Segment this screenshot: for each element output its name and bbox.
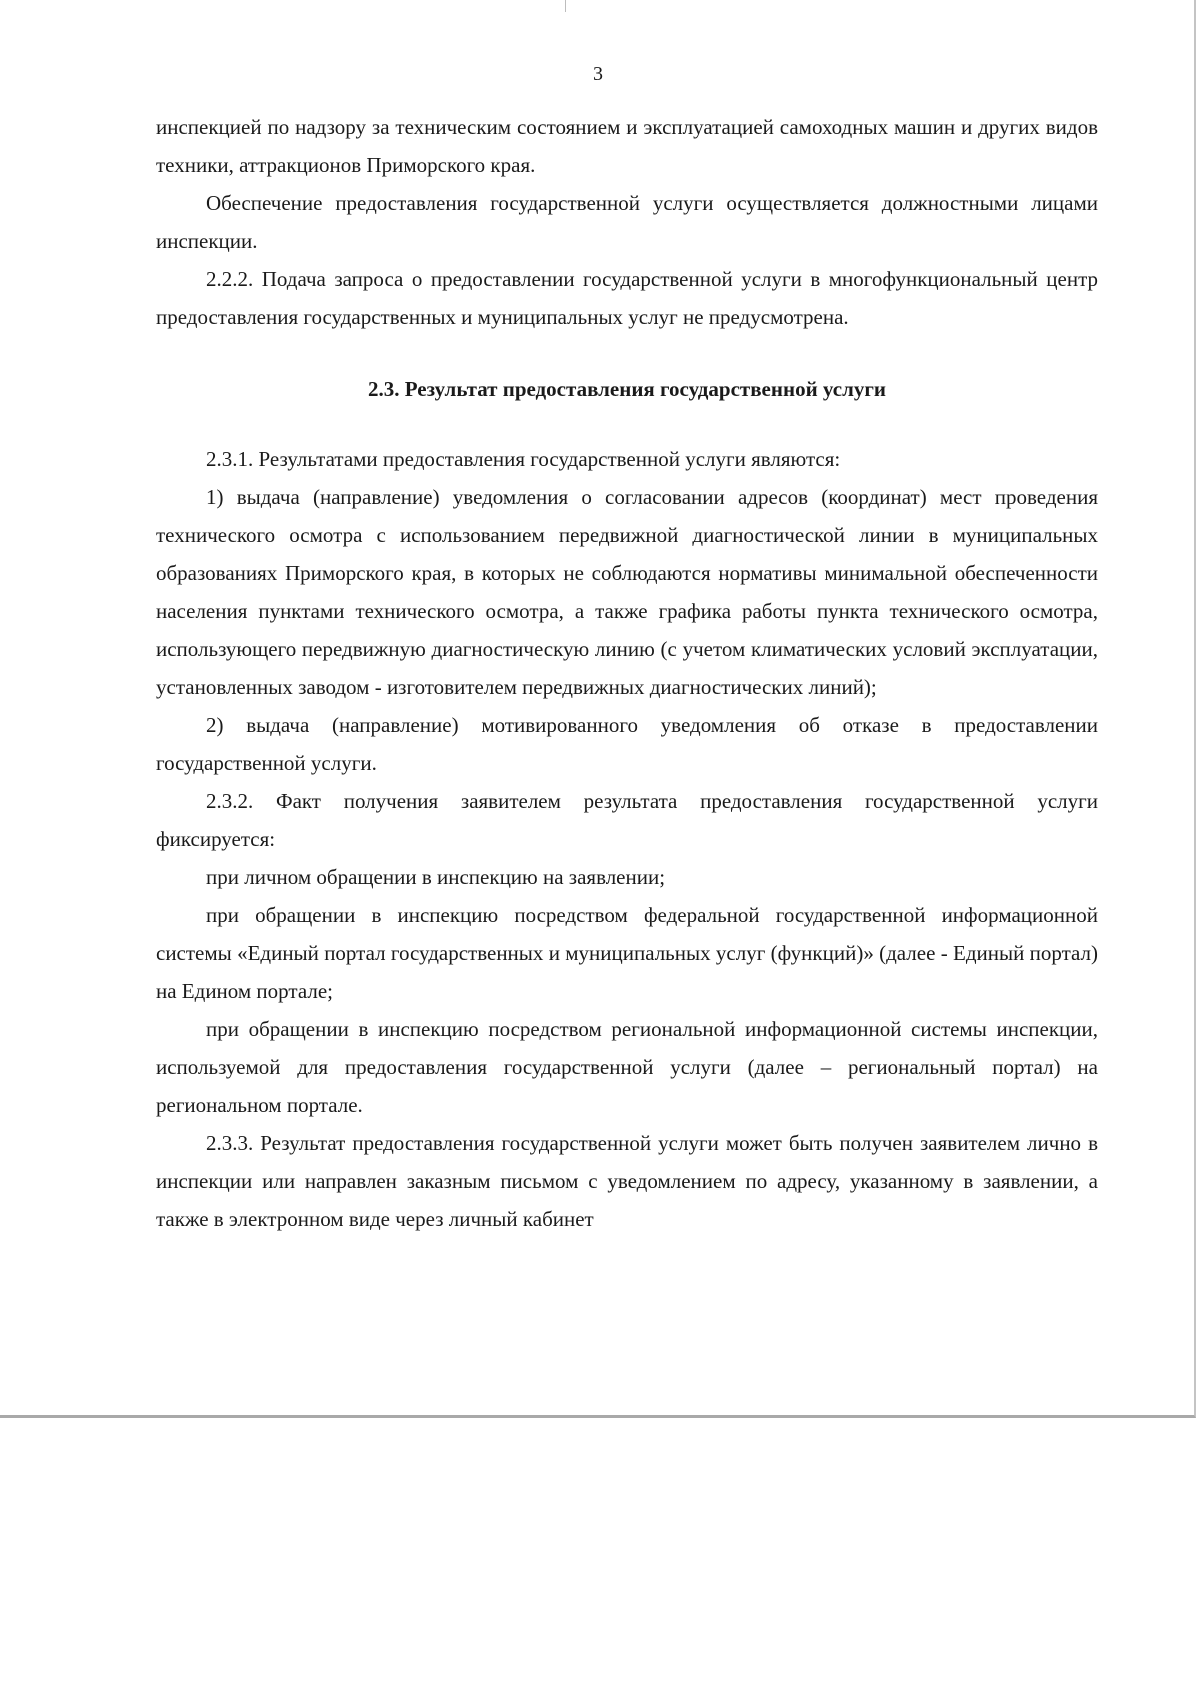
scan-mark	[565, 0, 566, 12]
paragraph-continuation: инспекцией по надзору за техническим состоянием и эксплуатацией самоходных машин и других видов техники, аттракционов Приморского края.	[156, 115, 1098, 177]
paragraph-personal-request: при личном обращении в инспекцию на заявлении;	[206, 865, 666, 889]
page-number: 3	[593, 63, 603, 85]
list-item-1: 1) выдача (направление) уведомления о согласовании адресов (координат) мест проведения технического осмотра с использованием передвижной диагностической линии в муниципальных образованиях Приморского края, в которых не соблюдаются нормативы минимальной обеспеченности населения пунктами технического осмотра, а также графика работы пункта технического осмотра, использующего передвижную диагностическую линию (с учетом климатических условий эксплуатации, установленных заводом - изготовителем передвижных диагностических линий);	[156, 485, 1098, 699]
list-item-2: 2) выдача (направление) мотивированного уведомления об отказе в предоставлении государственной услуги.	[156, 713, 1098, 775]
document-body	[156, 108, 1098, 1238]
paragraph-2-3-1: 2.3.1. Результатами предоставления государственной услуги являются:	[206, 447, 841, 471]
paragraph-federal-portal: при обращении в инспекцию посредством федеральной государственной информационной системы «Единый портал государственных и муниципальных услуг (функций)» (далее - Единый портал) на Едином портале;	[156, 903, 1098, 1003]
paragraph-2-2-2: 2.2.2. Подача запроса о предоставлении государственной услуги в многофункциональный центр предоставления государственных и муниципальных услуг не предусмотрена.	[156, 267, 1098, 329]
section-heading-2-3: 2.3. Результат предоставления государственной услуги	[367, 377, 887, 401]
paragraph-regional-portal: при обращении в инспекцию посредством региональной информационной системы инспекции, используемой для предоставления государственной услуги (далее – региональный портал) на региональном портале.	[156, 1017, 1098, 1117]
paragraph-2-3-2: 2.3.2. Факт получения заявителем результата предоставления государственной услуги фиксируется:	[156, 789, 1098, 851]
paragraph-provision: Обеспечение предоставления государственной услуги осуществляется должностными лицами инспекции.	[156, 191, 1098, 253]
paragraph-2-3-3: 2.3.3. Результат предоставления государственной услуги может быть получен заявителем лично в инспекции или направлен заказным письмом с уведомлением по адресу, указанному в заявлении, а также в электронном виде через личный кабинет	[156, 1131, 1098, 1231]
